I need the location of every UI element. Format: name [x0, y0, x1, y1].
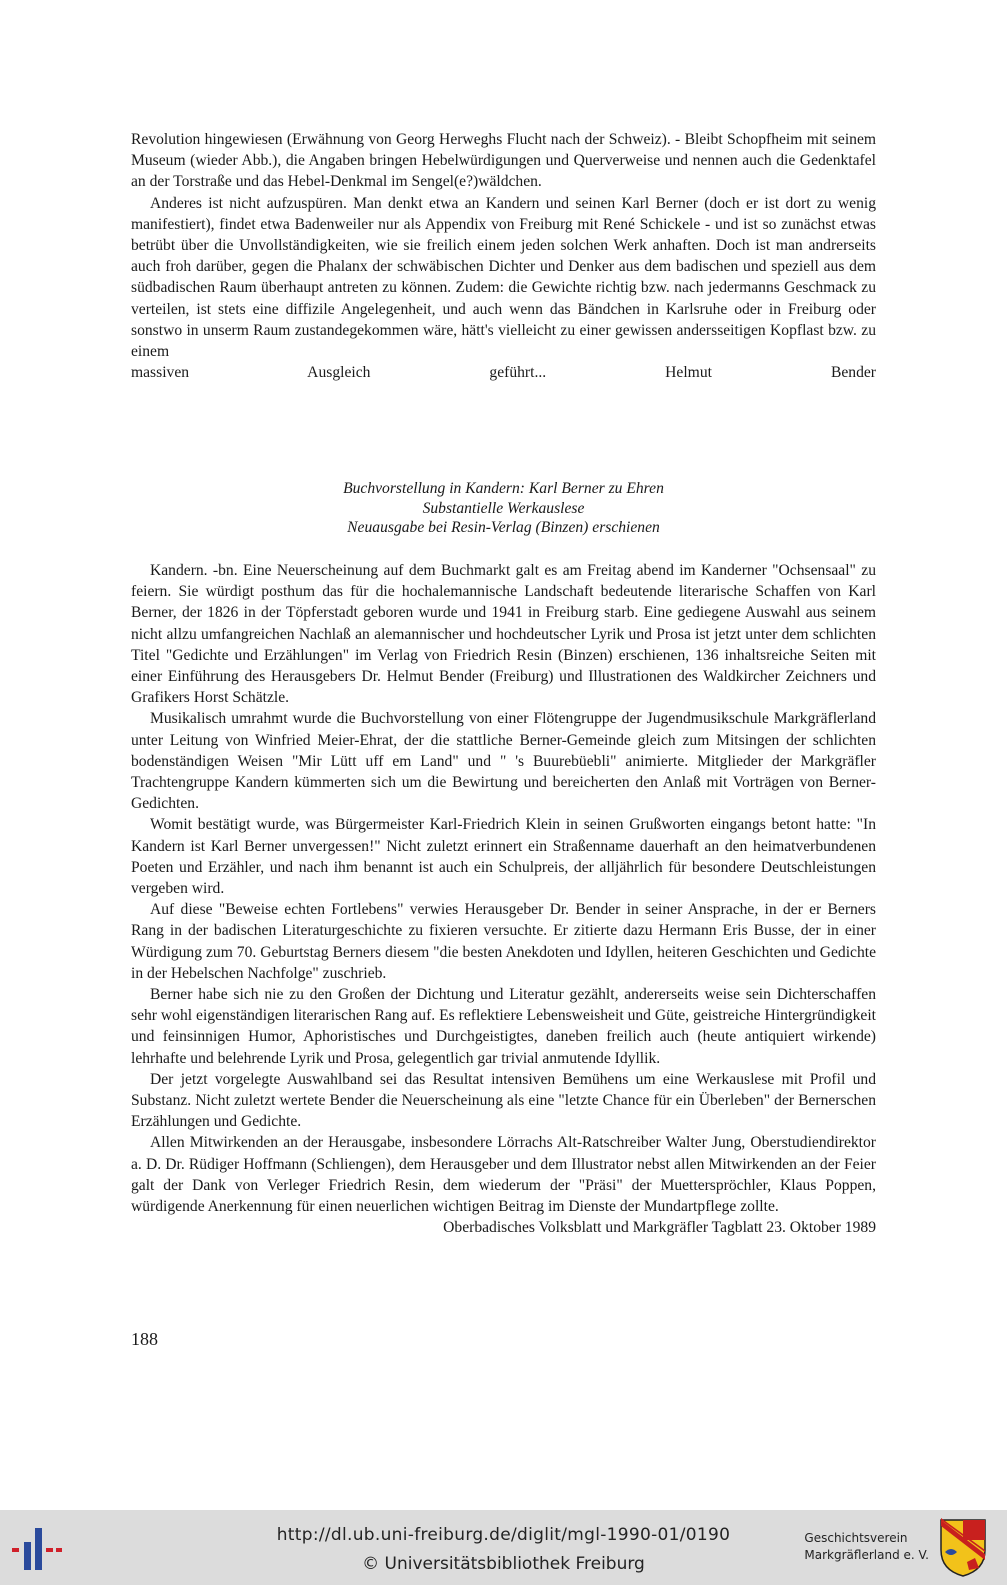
- headline-line: Buchvorstellung in Kandern: Karl Berner zu Ehren: [343, 480, 664, 497]
- footer-bar: [0, 1510, 1007, 1585]
- review-signature: Helmut Bender: [665, 364, 876, 382]
- review-continuation: [131, 129, 876, 383]
- article-paragraph: Musikalisch umrahmt wurde die Buchvorstellung von einer Flötengruppe der Jugendmusikschule Markgräflerland unter Leitung von Winfried Meier-Ehrat, der die stattliche Berner-Gemeinde gleich zum Mitsingen der schlichten bodenständigen Weisen "Mir Lütt uff em Land" und " 's Buurebüebli" animierte. Mitglieder der Markgräfler Trachtengruppe Kandern kümmerten sich um die Bewirtung und bereicherten den Anlaß mit Vorträgen von Berner-Gedichten.: [131, 710, 876, 813]
- article-paragraph: Der jetzt vorgelegte Auswahlband sei das Resultat intensiven Bemühens um eine Werkauslese mit Profil und Substanz. Nicht zuletzt wertete Bender die Neuerscheinung als eine "letzte Chance für ein Überleben" der Bernerschen Erzählungen und Gedichte.: [131, 1070, 876, 1131]
- review-closing-line: [131, 362, 876, 383]
- org-name-line: Markgräflerland e. V.: [804, 1548, 929, 1562]
- headline-line: Substantielle Werkauslese: [422, 499, 585, 517]
- page-number: 188: [131, 1329, 158, 1349]
- article-body: [131, 560, 876, 1239]
- coat-of-arms-icon: [939, 1518, 987, 1578]
- review-closing-text: massiven Ausgleich geführt...: [131, 364, 547, 382]
- org-name-line: Geschichtsverein: [804, 1531, 908, 1545]
- footer-organization: [804, 1530, 929, 1564]
- article-paragraph: Allen Mitwirkenden an der Herausgabe, insbesondere Lörrachs Alt-Ratschreiber Walter Jung, Oberstudiendirektor a. D. Dr. Rüdiger Hoffmann (Schliengen), dem Herausgeber und dem Illustrator nebst allen Mitwirkenden an der Feier galt der Dank von Verleger Friedrich Resin, dem wiederum der "Präsi" der Muetterspröchler, Klaus Poppen, würdigende Anerkennung für einen neuerlichen wichtigen Beitrag im Dienste der Mundartpflege zollte.: [131, 1134, 876, 1216]
- article-headline: [131, 479, 876, 538]
- article-source: Oberbadisches Volksblatt und Markgräfler Tagblatt 23. Oktober 1989: [443, 1219, 876, 1237]
- headline-line: Neuausgabe bei Resin-Verlag (Binzen) erschienen: [347, 519, 660, 536]
- footer-copyright: © Universitätsbibliothek Freiburg: [362, 1554, 645, 1574]
- review-paragraph: Anderes ist nicht aufzuspüren. Man denkt etwa an Kandern und seinen Karl Berner (doch er ist dort zu wenig manifestiert), findet etwa Badenweiler nur als Appendix von Freiburg mit René Schickele - und ist so zunächst etwas betrübt über die Unvollständigkeiten, wie sie freilich einem jeden solchen Werk anhaften. Doch ist man andrerseits auch froh darüber, gegen die Phalanx der schwäbischen Dichter und Denker aus dem badischen und speziell aus dem südbadischen Raum überhaupt antreten zu können. Zudem: die Gewichte richtig bzw. nach jedermanns Geschmack zu verteilen, ist stets eine diffizile Angelegenheit, und auch wenn das Bändchen in Karlsruhe oder in Freiburg oder sonstwo in unserm Raum zustandegekommen wäre, hätt's vielleicht zu einer gewissen andersseitigen Kopflast bzw. zu einem: [131, 194, 876, 361]
- article-paragraph: Auf diese "Beweise echten Fortlebens" verwies Herausgeber Dr. Bender in seiner Ansprache, in der er Berners Rang in der badischen Literaturgeschichte zu fixieren versuchte. Er zitierte dazu Hermann Eris Busse, der in einer Würdigung zum 70. Geburtstag Berners diesem "die besten Anekdoten und Idyllen, heiteren Geschichten und Gedichte in der Hebelschen Nachfolge" zuschrieb.: [131, 901, 876, 982]
- footer-url-link[interactable]: http://dl.ub.uni-freiburg.de/diglit/mgl-1990-01/0190: [276, 1525, 731, 1545]
- review-paragraph: Revolution hingewiesen (Erwähnung von Georg Herweghs Flucht nach der Schweiz). - Bleibt Schopfheim mit seinem Museum (wieder Abb.), die Angaben bringen Hebelwürdigungen und Querverweise und nennen auch die Gedenktafel an der Torstraße und das Hebel-Denkmal im Sengel(e?)wäldchen.: [131, 131, 876, 191]
- article-paragraph: Kandern. -bn. Eine Neuerscheinung auf dem Buchmarkt galt es am Freitag abend im Kanderner "Ochsensaal" zu feiern. Sie würdigt posthum das für die hochalemannische Landschaft bedeutende literarische Schaffen von Karl Berner, der 1826 in der Töpferstadt geboren wurde und 1941 in Freiburg starb. Eine gediegene Auswahl aus seinem nicht allzu umfangreichen Nachlaß an alemannischer und hochdeutscher Lyrik und Prosa ist jetzt unter dem schlichten Titel "Gedichte und Erzählungen" im Verlag von Friedrich Resin (Binzen) erschienen, 136 inhaltsreiche Seiten mit einer Einführung des Herausgebers Dr. Helmut Bender (Freiburg) und Illustrationen des Waldkircher Zeichners und Grafikers Horst Schätzle.: [131, 562, 876, 707]
- article-paragraph: Berner habe sich nie zu den Großen der Dichtung und Literatur gezählt, andererseits weise sein Dichterschaffen sehr wohl eigenständigen literarischen Rang auf. Es reflektiere Lebensweisheit und Güte, geistreiche Hintergründigkeit und feinsinnigen Humor, Aphoristisches und Durchgeistigtes, daneben freilich auch (heute antiquiert wirkende) lehrhafte und belehrende Lyrik und Prosa, gelegentlich gar trivial anmutende Idyllik.: [131, 986, 876, 1067]
- article-paragraph: Womit bestätigt wurde, was Bürgermeister Karl-Friedrich Klein in seinen Grußworten eingangs betont hatte: "In Kandern ist Karl Berner unvergessen!" Nicht zuletzt erinnert ein Straßenname dauerhaft an den heimatverbundenen Poeten und Erzähler, und nach ihm benannt ist auch ein Schulpreis, der alljährlich für besondere Deutschleistungen vergeben wird.: [131, 816, 876, 898]
